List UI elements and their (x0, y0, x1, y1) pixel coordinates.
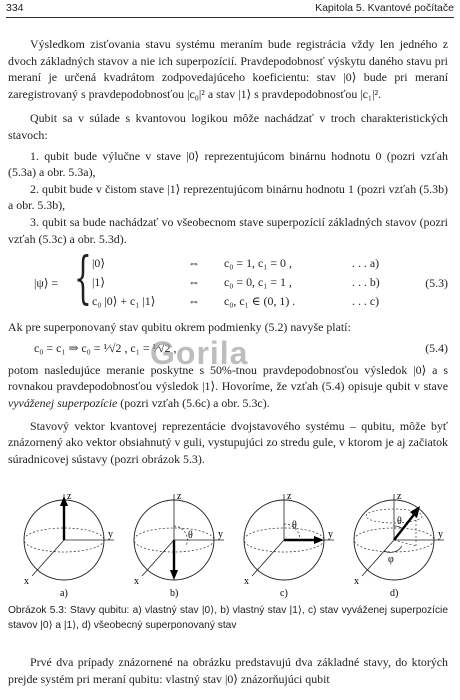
angle-label-theta: θ (188, 530, 193, 541)
axis-label-y: y (328, 529, 333, 540)
angle-label-theta: θ (292, 520, 297, 531)
axis-label-y: y (218, 529, 223, 540)
left-brace: { (74, 246, 92, 312)
angle-label-theta: θ (397, 516, 402, 527)
figure-sublabel: a) (60, 588, 68, 599)
figure-sublabel: d) (390, 588, 399, 599)
bloch-sphere-d (340, 488, 448, 600)
equation-lhs: |ψ⟩ = (34, 276, 59, 291)
axis-label-z: z (67, 491, 72, 502)
paragraph-qubit-states: Qubit sa v súlade s kvantovou logikou môže nachádzať v troch charakteristických stavoch: (8, 111, 448, 142)
equation-body: c₀ = c₁ ⇒ c₀ = ¹⁄√2 , c₁ = ¹⁄√2 , (34, 340, 177, 355)
list-item-1: 1. qubit bude výlučne v stave |0⟩ reprezentujúcom binárnu hodnotu 0 (pozri vzťah (5.3a) a obr. 5.3a), (8, 148, 448, 180)
axis-label-x: x (354, 576, 359, 587)
paragraph-balanced-superposition: potom nasledujúce meranie poskytne s 50%-tnou pravdepodobnosťou výsledok |0⟩ a s rovnakou pravdepodobnosťou výsledok |1⟩. Hovoríme, že vzťah (5.4) opisuje qubit v stave vyváženej superpozície (pozri vzťah (5.6c) a obr. 5.3c). (8, 362, 448, 410)
equation-5-3: |ψ⟩ = { |0⟩ ⇔ c₀ = 1, c₁ = 0 , . . . a) |1⟩ ⇔ c₀ = 0, c₁ = 1 , . . . b) c₀ |0⟩ + c₁ |1⟩ ⇔ c₀, c₁ ∈ (0, 1) . . . . c) (5.3) (34, 246, 448, 312)
emphasis-term: vyváženej superpozície (8, 395, 118, 410)
paragraph-measurement: Výsledkom zisťovania stavu systému meraním bude registrácia vždy len jedného z dvoch základných stavov a nie ich superpozícií. Pravdepodobnosť výskytu daného stavu pri meraní je určená kvadrátom zodpovedajúceho koeficientu: stav |0⟩ bude pri meraní zaregistrovaný s pravdepodobnosťou |c₀|² a stav |1⟩ s pravdepodobnosťou |c₁|². (8, 37, 448, 101)
angle-label-phi: φ (388, 554, 394, 565)
figure-5-3 (10, 488, 450, 600)
figure-sublabel: c) (280, 588, 288, 599)
figure-caption: Obrázok 5.3: Stavy qubitu: a) vlastný stav |0⟩, b) vlastný stav |1⟩, c) stav vyváženej superpozície stavov |0⟩ a |1⟩, d) všeobecný superponovaný stav (8, 605, 448, 631)
main-text (8, 36, 448, 467)
axis-label-y: y (438, 529, 443, 540)
list-item-2: 2. qubit bude v čistom stave |1⟩ reprezentujúcom binárnu hodnotu 1 (pozri vzťah (5.3b) a obr. 5.3b), (8, 181, 448, 213)
axis-label-z: z (397, 491, 402, 502)
figure-sublabel: b) (170, 588, 179, 599)
equation-number: (5.4) (425, 340, 448, 355)
axis-label-z: z (287, 491, 292, 502)
paragraph-state-vector: Stavový vektor kvantovej reprezentácie dvojstavového systému – qubitu, môže byť znázornený ako vektor obsiahnutý v guli, vystupujúci zo stredu gule, v ktorom je aj začiatok súradnicovej sústavy (pozri obrázok 5.3). (8, 418, 448, 466)
bloch-sphere-c (230, 488, 338, 600)
header-rule (6, 17, 454, 18)
axis-label-x: x (134, 576, 139, 587)
page-header (6, 2, 454, 18)
paragraph-superposition-condition: Ak pre superponovaný stav qubitu okrem podmienky (5.2) navyše platí: (8, 320, 351, 335)
page-number: 334 (6, 2, 24, 14)
axis-label-y: y (108, 529, 113, 540)
axis-label-x: x (24, 576, 29, 587)
list-item-3: 3. qubit sa bude nachádzať vo všeobecnom stave superpozícií základných stavov (pozri vzťah (5.3c) a obr. 5.3d). (8, 214, 448, 246)
bloch-sphere-a (10, 488, 118, 600)
axis-label-z: z (177, 491, 182, 502)
paragraph-basis-states: Prvé dva prípady znázornené na obrázku predstavujú dva základné stavy, do ktorých prejde systém pri meraní qubitu: vlastný stav |0⟩ znázorňujúci qubit (8, 655, 448, 686)
watermark: Gorila (150, 335, 249, 371)
bloch-sphere-b (120, 488, 228, 600)
chapter-title: Kapitola 5. Kvantové počítače (315, 2, 454, 14)
axis-label-x: x (244, 576, 249, 587)
equation-number: (5.3) (425, 276, 448, 291)
